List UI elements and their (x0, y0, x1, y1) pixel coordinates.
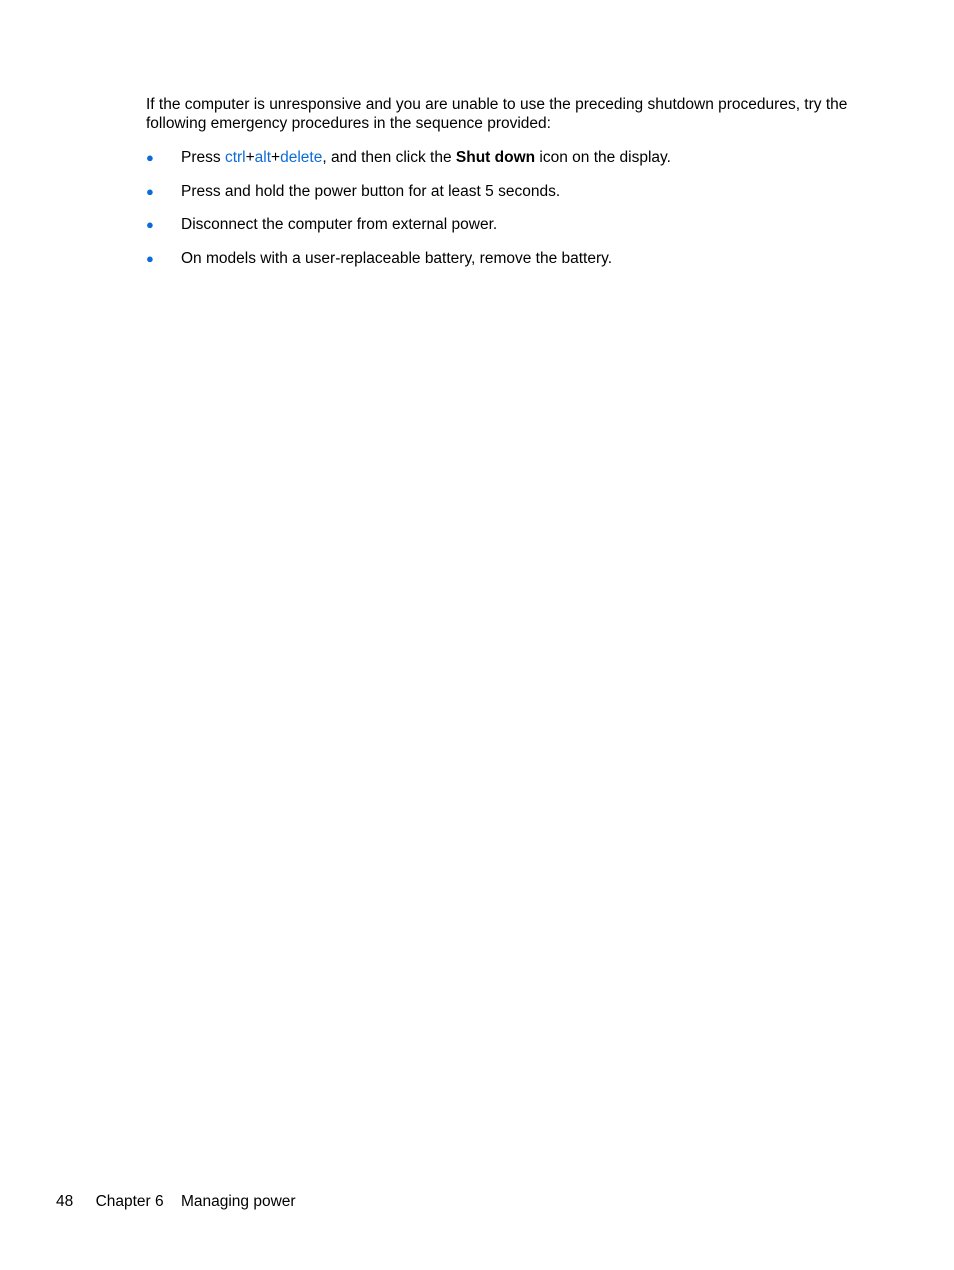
list-item (146, 148, 866, 167)
plus-sign: + (271, 149, 281, 166)
intro-paragraph: If the computer is unresponsive and you are unable to use the preceding shutdown procedures, try the following emergency procedures in the sequence provided: (146, 96, 848, 132)
text-middle: , and then click the (322, 149, 456, 166)
chapter-label: Chapter 6 (95, 1193, 164, 1210)
bullet-icon: ● (146, 251, 154, 267)
page-footer (56, 1192, 296, 1211)
chapter-title: Managing power (180, 1193, 296, 1210)
list-item-text: On models with a user-replaceable battery, remove the battery. (181, 250, 613, 268)
text-suffix: icon on the display. (535, 149, 671, 166)
plus-sign: + (245, 149, 255, 166)
list-item (146, 182, 866, 201)
bullet-icon: ● (146, 150, 154, 165)
list-item-text: Disconnect the computer from external power. (181, 216, 498, 234)
list-item-text (181, 148, 671, 167)
bullet-icon: ● (146, 183, 154, 199)
page-number: 48 (56, 1193, 74, 1210)
bullet-icon: ● (146, 217, 154, 233)
key-delete: delete (280, 149, 323, 166)
key-alt: alt (254, 149, 272, 166)
shut-down-label: Shut down (455, 149, 536, 166)
list-item (146, 215, 866, 234)
list-item (146, 249, 866, 268)
list-item-text: Press and hold the power button for at least 5 seconds. (181, 182, 561, 200)
emergency-procedures-list (146, 148, 866, 283)
text-prefix: Press (181, 149, 225, 166)
key-ctrl: ctrl (224, 149, 246, 166)
